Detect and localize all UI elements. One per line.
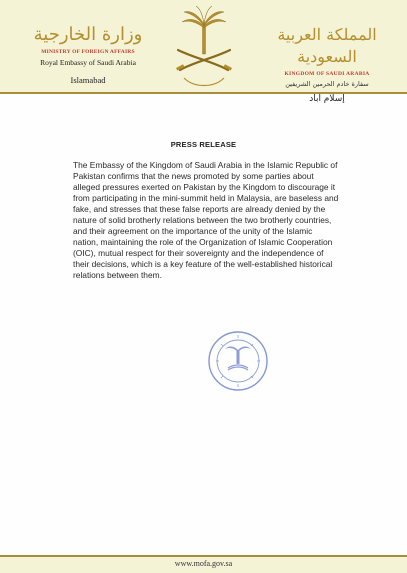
ministry-english-title: MINISTRY OF FOREIGN AFFAIRS xyxy=(41,49,135,55)
embassy-stamp-icon xyxy=(207,330,269,392)
body-line: fake, and stresses that these false reports are already denied by the xyxy=(73,204,326,214)
ministry-arabic-title: وزارة الخارجية xyxy=(33,24,143,45)
document-title: PRESS RELEASE xyxy=(170,140,237,149)
body-line: and their agreement on the importance of the unity of the Islamic xyxy=(73,226,313,236)
body-line: The Embassy of the Kingdom of Saudi Arabia in the Islamic Republic of xyxy=(73,160,338,170)
body-line: nature of solid brotherly relations between the two brotherly countries, xyxy=(73,215,332,225)
footer-website: www.mofa.gov.sa xyxy=(174,559,233,568)
embassy-arabic-name: سفارة خادم الحرمين الشريفين xyxy=(285,80,369,88)
saudi-emblem-icon xyxy=(170,4,238,90)
letterhead-left xyxy=(18,24,158,85)
city-arabic: إسلام أباد xyxy=(309,94,345,104)
body-line: from participating in the mini-summit held in Malaysia, are baseless and xyxy=(73,193,339,203)
letterhead xyxy=(0,0,407,104)
body-line: nation, maintaining the role of the Organization of Islamic Cooperation xyxy=(73,237,333,247)
city-english: Islamabad xyxy=(70,75,106,85)
body-line: alleged pressures exerted on Pakistan by the Kingdom to discourage it xyxy=(73,182,336,192)
kingdom-arabic-title: المملكة العربية السعودية xyxy=(277,25,377,66)
body-line: relations between them. xyxy=(73,270,162,280)
body-line: (OIC), mutual respect for their sovereignty and the independence of xyxy=(73,248,324,258)
letterhead-divider xyxy=(0,92,407,94)
document-body xyxy=(73,160,373,281)
embassy-english-name: Royal Embassy of Saudi Arabia xyxy=(40,58,136,67)
body-line: their decisions, which is a key feature of the well-established historical xyxy=(73,259,333,269)
body-line: Pakistan confirms that the news promoted by some parties about xyxy=(73,171,314,181)
kingdom-english-title: KINGDOM OF SAUDI ARABIA xyxy=(284,71,370,77)
